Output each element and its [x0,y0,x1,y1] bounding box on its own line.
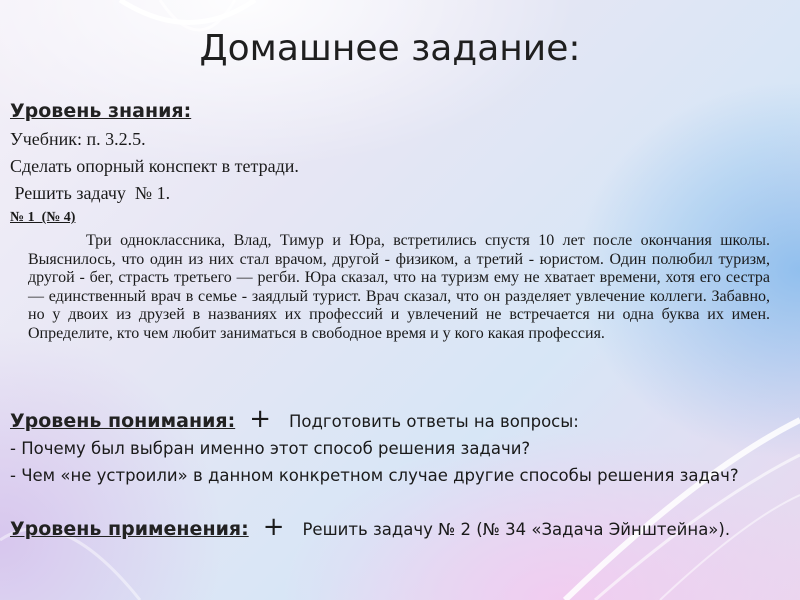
application-task-text: Решить задачу № 2 (№ 34 «Задача Эйнштейна»). [302,520,731,539]
slide-title: Домашнее задание: [199,28,581,69]
understanding-plus-sign: + [249,404,271,434]
application-level-row [10,512,730,542]
application-level-heading: Уровень применения: [10,518,249,540]
textbook-line: Учебник: п. 3.2.5. [10,129,146,149]
question-1: - Почему был выбран именно этот способ решения задачи? [10,439,531,458]
application-plus-sign: + [262,512,285,542]
task-reference: № 1 (№ 4) [10,210,76,225]
solve-task-line: Решить задачу № 1. [10,183,171,203]
understanding-level-heading: Уровень понимания: [10,410,236,432]
knowledge-level-heading: Уровень знания: [10,100,192,122]
problem-text-body: Три одноклассника, Влад, Тимур и Юра, встретились спустя 10 лет после окончания школы. Выяснилось, что один из них стал врачом, другой - физиком, а третий - юристом. Один полюбил туризм, другой - бег, страсть третьего — регби. Юра сказал, что на туризм ему не хватает времени, хотя его сестра — единственный врач в семье - заядлый турист. Врач сказал, что он разделяет увлечение коллеги. Забавно, но у двоих из друзей в названиях их профессий и увлечений не встречается ни одна буква их имен. Определите, кто чем любит заниматься в свободное время и у кого какая профессия. [28,232,770,342]
summary-line: Сделать опорный конспект в тетради. [10,156,299,176]
problem-text [28,232,770,344]
understanding-task-text: Подготовить ответы на вопросы: [288,412,579,431]
understanding-level-row [10,404,579,434]
question-2: - Чем «не устроили» в данном конкретном случае другие способы решения задач? [10,466,739,485]
